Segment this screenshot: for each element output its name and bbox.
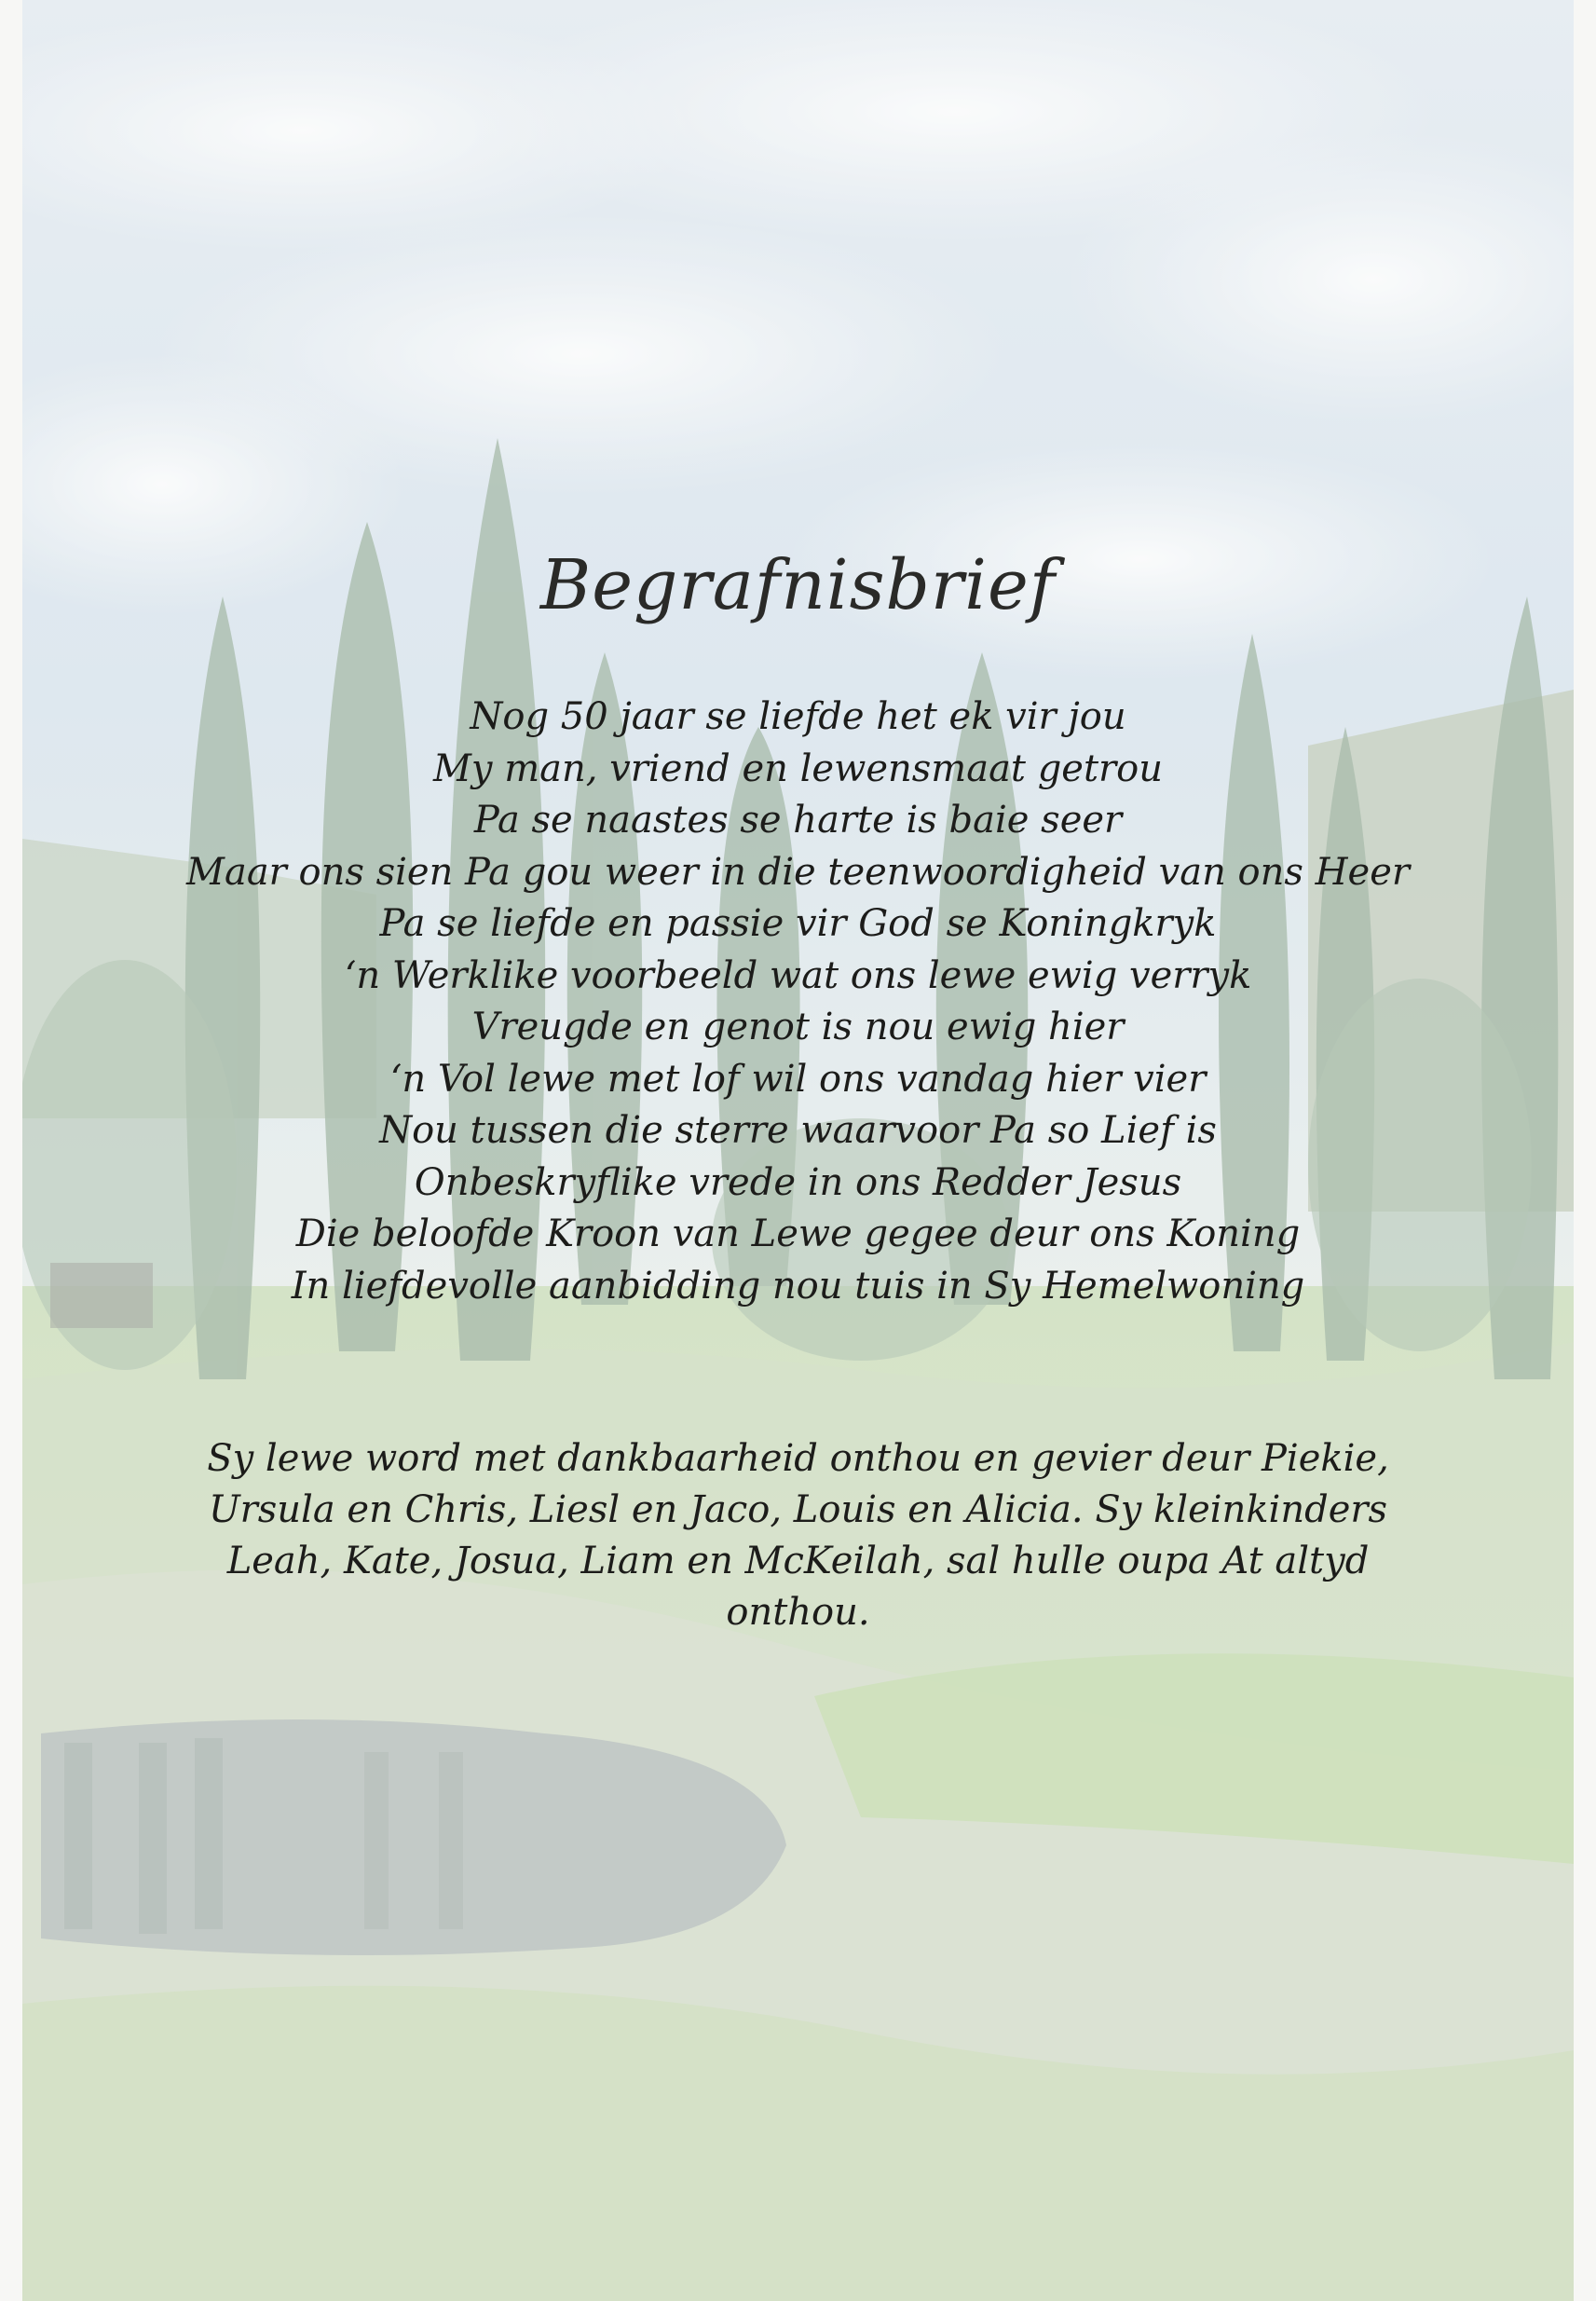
memorial-content: [22, 0, 1574, 2301]
tribute-line: Leah, Kate, Josua, Liam en McKeilah, sal hulle oupa At altyd: [226, 1540, 1370, 1582]
tribute-paragraph: [153, 1433, 1443, 1638]
memorial-page: [22, 0, 1574, 2301]
poem-line: Pa se naastes se harte is baie seer: [473, 799, 1123, 842]
poem-line: Maar ons sien Pa gou weer in die teenwoordigheid van ons Heer: [186, 850, 1410, 894]
tribute-line: Ursula en Chris, Liesl en Jaco, Louis en Alicia. Sy kleinkinders: [208, 1488, 1388, 1531]
tribute-line: Sy lewe word met dankbaarheid onthou en gevier deur Piekie,: [207, 1437, 1389, 1480]
page-margin-left: [0, 0, 22, 2301]
poem-line: ‘n Vol lewe met lof wil ons vandag hier vier: [389, 1057, 1207, 1101]
poem-line: Onbeskryflike vrede in ons Redder Jesus: [414, 1160, 1182, 1204]
poem-line: Vreugde en genot is nou ewig hier: [471, 1006, 1125, 1048]
page-title: Begrafnisbrief: [539, 545, 1057, 625]
poem-line: My man, vriend en lewensmaat getrou: [432, 746, 1164, 790]
poem-line: ‘n Werklike voorbeeld wat ons lewe ewig verryk: [344, 953, 1252, 997]
poem-line: Die beloofde Kroon van Lewe gegee deur ons Koning: [295, 1212, 1301, 1255]
tribute-line: onthou.: [726, 1591, 870, 1634]
poem-line: Nog 50 jaar se liefde het ek vir jou: [470, 695, 1126, 738]
poem-line: In liefdevolle aanbidding nou tuis in Sy Hemelwoning: [291, 1264, 1305, 1308]
page-margin-right: [1574, 0, 1596, 2301]
poem-line: Pa se liefde en passie vir God se Koningkryk: [379, 902, 1217, 945]
poem: [22, 692, 1574, 1312]
poem-line: Nou tussen die sterre waarvoor Pa so Lief is: [379, 1109, 1217, 1152]
